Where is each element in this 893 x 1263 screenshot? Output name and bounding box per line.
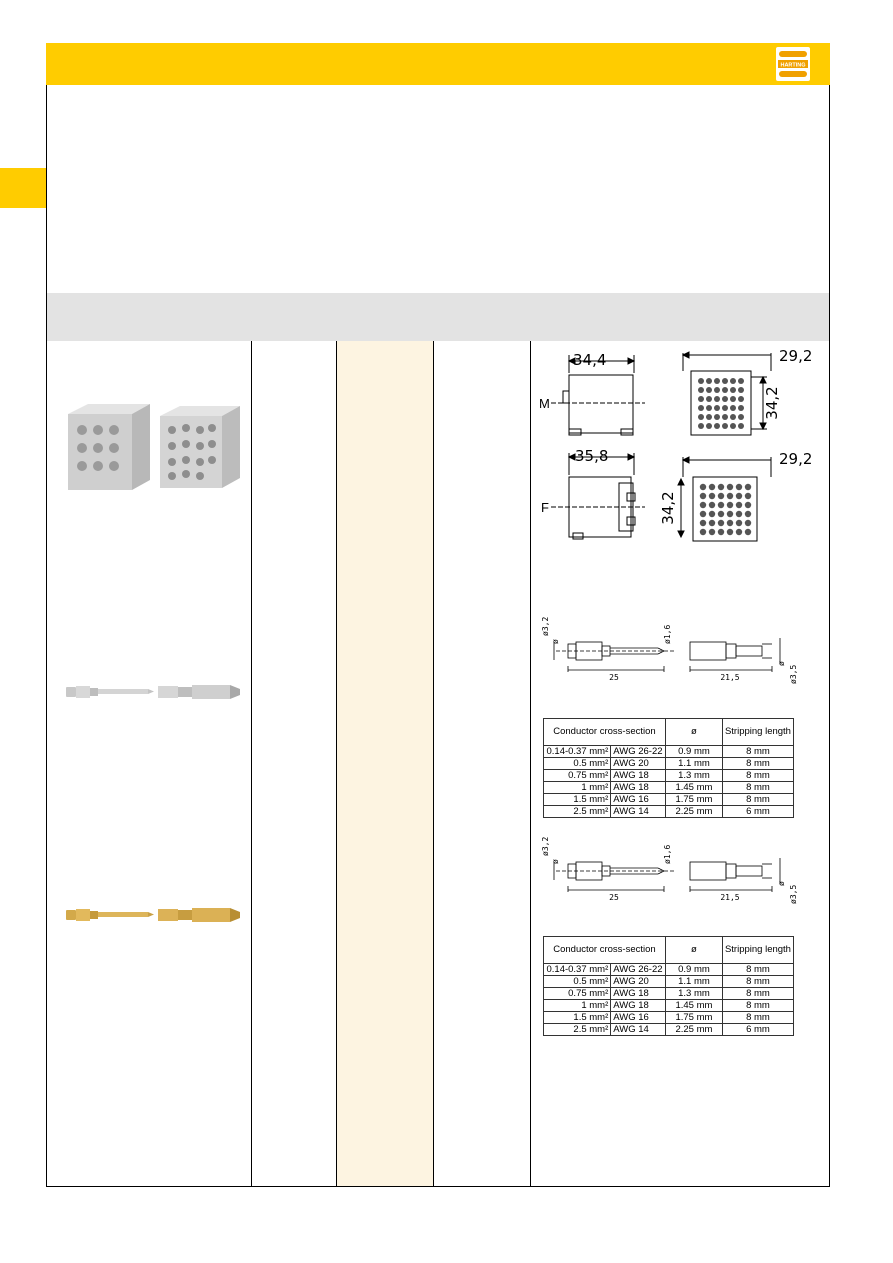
logo-text: HARTING [780, 62, 806, 69]
table-row: 1.5 mm² AWG 16 1.75 mm 8 mm [544, 794, 794, 806]
section-tab [0, 168, 46, 208]
table-row: 0.5 mm² AWG 20 1.1 mm 8 mm [544, 758, 794, 770]
table-row: 1.5 mm² AWG 16 1.75 mm 8 mm [544, 1012, 794, 1024]
dia-outer-label: ø3,2 [541, 616, 550, 636]
dia-pin-label: ø1,6 [663, 844, 672, 864]
header-conductor: Conductor cross-section [544, 937, 666, 964]
male-width-label: 34,4 [573, 351, 607, 369]
contact-drawing-2 [538, 834, 800, 904]
header-conductor: Conductor cross-section [544, 719, 666, 746]
female-width-label: 35,8 [575, 447, 609, 465]
table-row: 1 mm² AWG 18 1.45 mm 8 mm [544, 1000, 794, 1012]
dia-female-outer-label: ø3,5 [789, 664, 798, 684]
header-band [46, 43, 830, 85]
table-row: 2.5 mm² AWG 14 2.25 mm 6 mm [544, 806, 794, 818]
column-divider [336, 341, 337, 1186]
length-male-label: 25 [609, 673, 619, 682]
wire-table-1 [543, 718, 794, 818]
header-strip: Stripping length [722, 937, 793, 964]
dia-female-outer-label: ø3,5 [789, 884, 798, 904]
silver-contacts-photo [64, 680, 244, 704]
column-divider [530, 341, 531, 1186]
column-divider [433, 341, 434, 1186]
column-divider [251, 341, 252, 1186]
table-row: 0.75 mm² AWG 18 1.3 mm 8 mm [544, 988, 794, 1000]
dia-inner-label: ø [551, 639, 560, 644]
face-width-label-male: 29,2 [779, 347, 813, 365]
highlight-column [337, 341, 433, 1186]
header-dia: ø [665, 719, 722, 746]
table-row: 2.5 mm² AWG 14 2.25 mm 6 mm [544, 1024, 794, 1036]
dia-inner-label: ø [551, 859, 560, 864]
header-dia: ø [665, 937, 722, 964]
dia-outer-label: ø3,2 [541, 836, 550, 856]
dia-female-inner-label: ø [777, 881, 786, 886]
table-row: 0.14-0.37 mm² AWG 26-22 0.9 mm 8 mm [544, 964, 794, 976]
height-label-male: 34,2 [763, 386, 781, 420]
table-row: 0.75 mm² AWG 18 1.3 mm 8 mm [544, 770, 794, 782]
harting-logo [775, 46, 811, 82]
gold-contacts-photo [64, 903, 244, 927]
housing-drawing [533, 343, 825, 553]
wire-table-2 [543, 936, 794, 1036]
male-label: M [539, 396, 550, 411]
face-width-label-female: 29,2 [779, 450, 813, 468]
table-row: 0.5 mm² AWG 20 1.1 mm 8 mm [544, 976, 794, 988]
header-strip: Stripping length [722, 719, 793, 746]
table-row: 0.14-0.37 mm² AWG 26-22 0.9 mm 8 mm [544, 746, 794, 758]
table-header-band [47, 293, 829, 341]
female-label: F [541, 500, 549, 515]
length-male-label: 25 [609, 893, 619, 902]
module-housing-photo [62, 398, 242, 498]
contact-drawing-1 [538, 614, 800, 684]
length-female-label: 21,5 [720, 673, 740, 682]
length-female-label: 21,5 [720, 893, 740, 902]
dia-female-inner-label: ø [777, 661, 786, 666]
dia-pin-label: ø1,6 [663, 624, 672, 644]
table-row: 1 mm² AWG 18 1.45 mm 8 mm [544, 782, 794, 794]
height-label-female: 34,2 [659, 491, 677, 525]
